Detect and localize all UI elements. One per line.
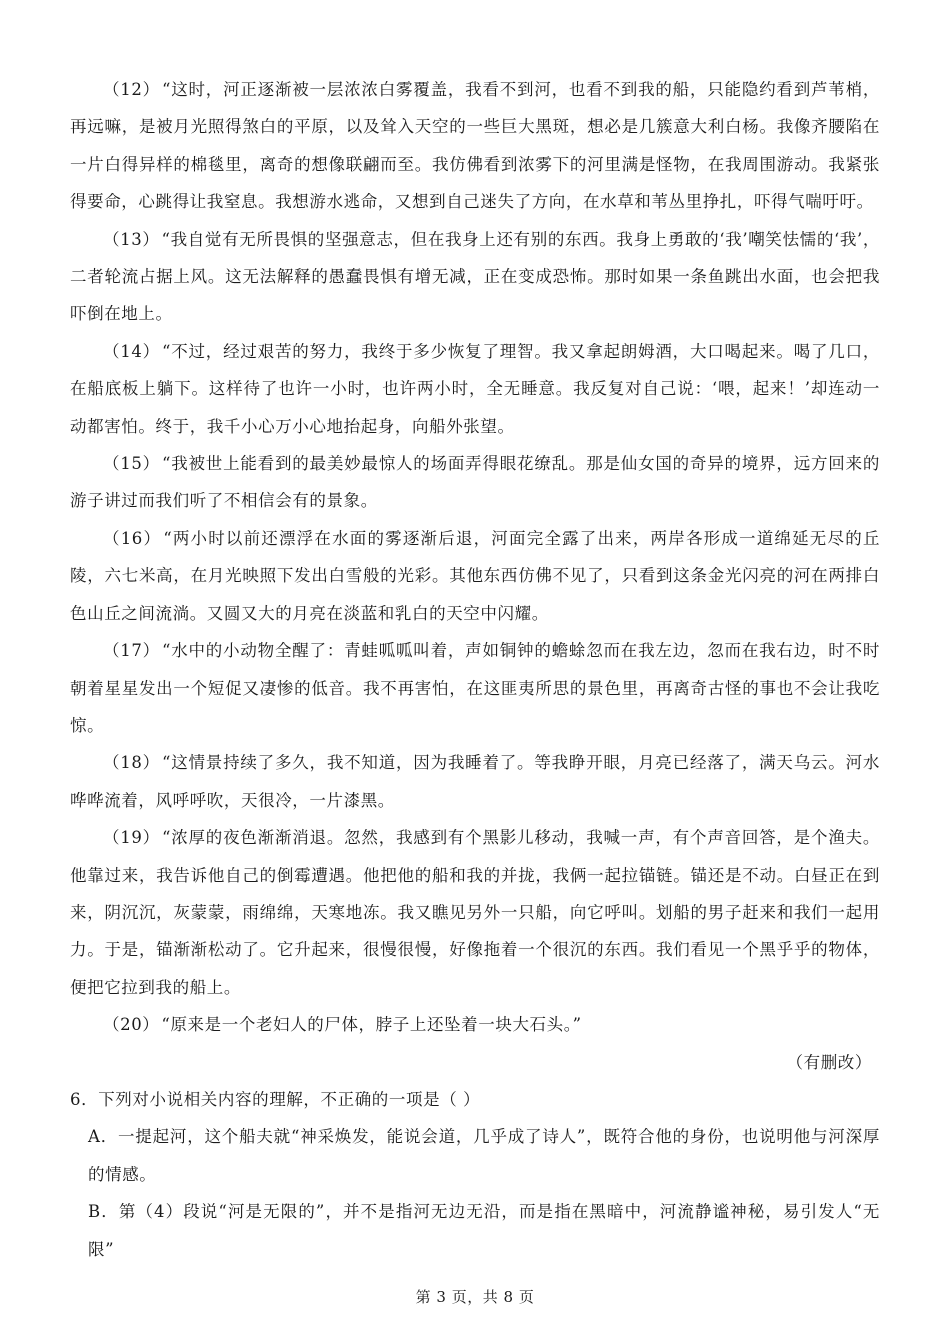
paragraph-number: （18） <box>103 753 160 773</box>
paragraph-text: “我被世上能看到的最美妙最惊人的场面弄得眼花缭乱。那是仙女国的奇异的境界，远方回来的游子讲过而我们听了不相信会有的景象。 <box>70 454 880 511</box>
paragraph-text: “水中的小动物全醒了：青蛙呱呱叫着，声如铜钟的蟾蜍忽而在我左边，忽而在我右边，时不时朝着星星发出一个短促又凄惨的低音。我不再害怕，在这匪夷所思的景色里，再离奇古怪的事也不会让我吃惊。 <box>70 641 880 735</box>
option-text: 一提起河，这个船夫就“神采焕发，能说会道，几乎成了诗人”，既符合他的身份，也说明他与河深厚的情感。 <box>88 1127 880 1184</box>
paragraph-14 <box>70 333 880 445</box>
paragraph-number: （12） <box>103 80 160 99</box>
paragraph-15 <box>70 445 880 520</box>
question-stem: 6．下列对小说相关内容的理解，不正确的一项是（ ） <box>70 1089 481 1109</box>
paragraph-12 <box>70 71 880 221</box>
paragraph-18 <box>70 744 880 819</box>
paragraph-20 <box>70 1006 880 1043</box>
page-footer <box>0 1286 950 1307</box>
option-label: B． <box>88 1202 119 1222</box>
option-a <box>70 1118 880 1193</box>
paragraph-16 <box>70 520 880 632</box>
paragraph-19 <box>70 819 880 1006</box>
paragraph-number: （15） <box>103 454 160 474</box>
document-body <box>70 71 880 1268</box>
paragraph-number: （17） <box>103 641 160 661</box>
option-text: 第（4）段说“河是无限的”，并不是指河无边无沿，而是指在黑暗中，河流静谧神秘，易引发人“无限” <box>88 1202 880 1259</box>
paragraph-number: （20） <box>103 1015 160 1035</box>
paragraph-text: “不过，经过艰苦的努力，我终于多少恢复了理智。我又拿起朗姆酒，大口喝起来。喝了几口，在船底板上躺下。这样待了也许一小时，也许两小时，全无睡意。我反复对自己说：‘喂，起来！’却连动一动都害怕。终于，我千小心万小心地抬起身，向船外张望。 <box>70 341 880 436</box>
page-number: 第 3 页，共 8 页 <box>415 1288 535 1306</box>
paragraph-number: （19） <box>103 828 160 848</box>
paragraph-text: “这情景持续了多久，我不知道，因为我睡着了。等我睁开眼，月亮已经落了，满天乌云。河水哗哗流着，风呼呼吹，天很冷，一片漆黑。 <box>70 753 880 810</box>
paragraph-number: （13） <box>103 229 160 249</box>
paragraph-17 <box>70 632 880 744</box>
paragraph-text: “这时，河正逐渐被一层浓浓白雾覆盖，我看不到河，也看不到我的船，只能隐约看到芦苇梢，再远嘛，是被月光照得煞白的平原，以及耸入天空的一些巨大黑斑，想必是几簇意大利白杨。我像齐腰陷在一片白得异样的棉毯里，离奇的想像联翩而至。我仿佛看到浓雾下的河里满是怪物，在我周围游动。我紧张得要命，心跳得让我窒息。我想游水逃命，又想到自己迷失了方向，在水草和苇丛里挣扎，吓得气喘吁吁。 <box>70 80 880 212</box>
paragraph-text: “原来是一个老妇人的尸体，脖子上还坠着一块大石头。” <box>161 1015 582 1035</box>
paragraph-number: （16） <box>103 528 162 548</box>
paragraph-number: （14） <box>103 341 160 361</box>
source-note: （有删改） <box>786 1052 872 1072</box>
option-label: A． <box>88 1127 119 1147</box>
paragraph-text: “两小时以前还漂浮在水面的雾逐渐后退，河面完全露了出来，两岸各形成一道绵延无尽的丘陵，六七米高，在月光映照下发出白雪般的光彩。其他东西仿佛不见了，只看到这条金光闪亮的河在两排白色山丘之间流淌。又圆又大的月亮在淡蓝和乳白的天空中闪耀。 <box>70 528 880 623</box>
paragraph-text: “我自觉有无所畏惧的坚强意志，但在我身上还有别的东西。我身上勇敢的‘我’嘲笑怯懦的‘我’，二者轮流占据上风。这无法解释的愚蠢畏惧有增无减，正在变成恐怖。那时如果一条鱼跳出水面，也会把我吓倒在地上。 <box>70 229 880 324</box>
paragraph-13 <box>70 221 880 333</box>
option-b <box>70 1193 880 1268</box>
paragraph-text: “浓厚的夜色渐渐消退。忽然，我感到有个黑影儿移动，我喊一声，有个声音回答，是个渔夫。他靠过来，我告诉他自己的倒霉遭遇。他把他的船和我的并拢，我俩一起拉锚链。锚还是不动。白昼正在到来，阴沉沉，灰蒙蒙，雨绵绵，天寒地冻。我又瞧见另外一只船，向它呼叫。划船的男子赶来和我们一起用力。于是，锚渐渐松动了。它升起来，很慢很慢，好像拖着一个很沉的东西。我们看见一个黑乎乎的物体，便把它拉到我的船上。 <box>70 828 880 997</box>
